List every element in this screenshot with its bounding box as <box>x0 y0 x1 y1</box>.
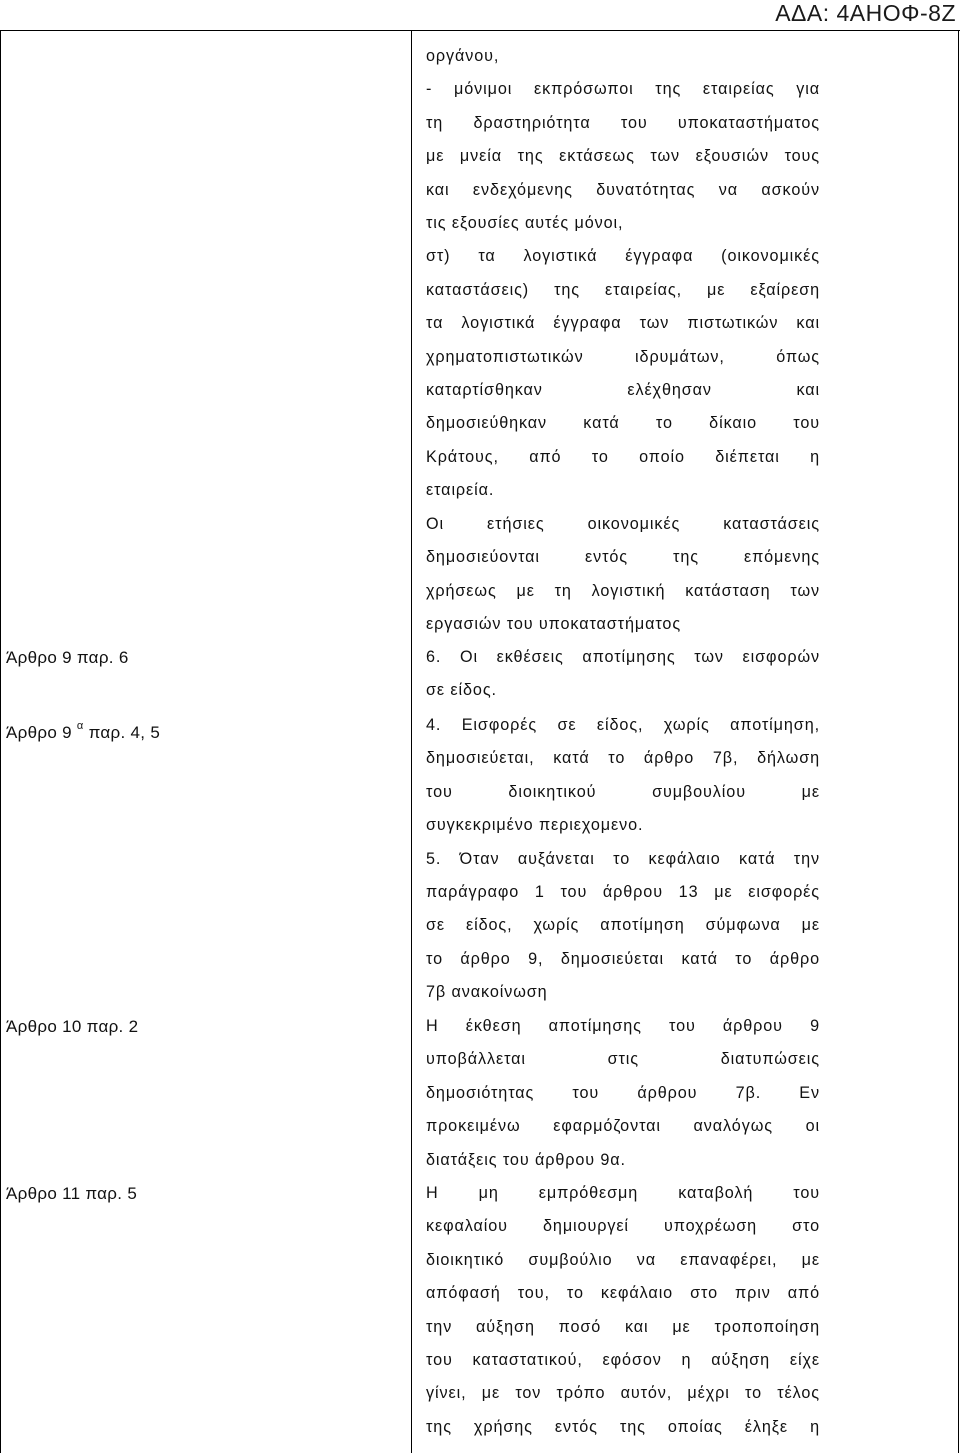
text-line: γίνει, με τον τρόπο αυτόν, μέχρι το τέλος <box>426 1384 820 1403</box>
text-line: τη δραστηριότητα του υποκαταστήματος <box>426 113 820 132</box>
article-ref-9a-4-5 <box>6 716 160 743</box>
text-line: διοικητικό συμβούλιο να επαναφέρει, με <box>426 1250 820 1269</box>
text-line: δημοσιεύθηκαν κατά το δίκαιο του <box>426 414 820 433</box>
text-line: Η έκθεση αποτίμησης του άρθρου 9 <box>426 1017 820 1035</box>
text-line: υποβάλλεται στις διατυπώσεις <box>426 1050 820 1069</box>
text-line: του διοικητικού συμβουλίου με <box>426 782 820 801</box>
text-line: συγκεκριμένο περιεχομενο. <box>426 816 644 835</box>
text-line: - μόνιμοι εκπρόσωποι της εταιρείας για <box>426 80 820 99</box>
text-line: παράγραφο 1 του άρθρου 13 με εισφορές <box>426 883 820 902</box>
text-line: Η μη εμπρόθεσμη καταβολή του <box>426 1184 820 1202</box>
text-line: του καταστατικού, εφόσον η αύξηση είχε <box>426 1351 820 1370</box>
row-text-9-6 <box>426 641 820 708</box>
ref-main: Άρθρο 9 <box>6 723 72 742</box>
text-line: 6. Οι εκθέσεις αποτίμησης των εισφορών <box>426 648 820 666</box>
text-line: 4. Εισφορές σε είδος, χωρίς αποτίμηση, <box>426 716 820 734</box>
text-line: χρήσεως με τη λογιστική κατάσταση των <box>426 581 820 600</box>
table-top-border <box>0 30 960 31</box>
text-line: απόφασή του, το κεφάλαιο στο πριν από <box>426 1284 820 1303</box>
table-right-border <box>958 30 959 1453</box>
table-column-divider <box>411 30 412 1453</box>
text-line: σε είδος. <box>426 681 497 700</box>
text-line: της χρήσης εντός της οποίας έληξε η <box>426 1417 820 1436</box>
ref-superscript: α <box>76 720 84 732</box>
text-line: το άρθρο 9, δημοσιεύεται κατά το άρθρο <box>426 949 820 968</box>
article-ref-10-2: Άρθρο 10 παρ. 2 <box>6 1017 139 1036</box>
row-text-10-2 <box>426 1010 820 1177</box>
text-line: 7β ανακοίνωση <box>426 983 548 1002</box>
text-line: διατάξεις του άρθρου 9α. <box>426 1150 626 1169</box>
row-text-continuation <box>426 40 820 641</box>
text-line: καταστάσεις) της εταιρείας, με εξαίρεση <box>426 280 820 299</box>
text-line: εργασιών του υποκαταστήματος <box>426 614 682 633</box>
text-line: χρηματοπιστωτικών ιδρυμάτων, όπως <box>426 347 820 366</box>
text-line: την αύξηση ποσό και με τροποποίηση <box>426 1317 820 1336</box>
text-line: τις εξουσίες αυτές μόνοι, <box>426 214 624 233</box>
article-ref-11-5: Άρθρο 11 παρ. 5 <box>6 1184 138 1203</box>
text-line: με μνεία της εκτάσεως των εξουσιών τους <box>426 147 820 166</box>
text-line: σε είδος, χωρίς αποτίμηση σύμφωνα με <box>426 916 820 935</box>
text-line: δημοσιεύονται εντός της επόμενης <box>426 548 820 567</box>
ref-tail: παρ. 4, 5 <box>88 723 161 742</box>
text-line: 5. Όταν αυξάνεται το κεφάλαιο κατά την <box>426 849 820 868</box>
ada-code: ΑΔΑ: 4ΑΗΟΦ-8Ζ <box>775 0 956 26</box>
table-left-border <box>0 30 1 1453</box>
text-line: Κράτους, από το οποίο διέπεται η <box>426 447 820 466</box>
text-line: οργάνου, <box>426 47 500 65</box>
text-line: εταιρεία. <box>426 481 495 500</box>
text-line: προκειμένω εφαρμόζονται αναλόγως οι <box>426 1117 820 1136</box>
row-text-9a-4-5 <box>426 709 820 1010</box>
text-line: δημοσιότητας του άρθρου 7β. Εν <box>426 1083 820 1102</box>
text-line: κεφαλαίου δημιουργεί υποχρέωση στο <box>426 1217 820 1236</box>
text-line: δημοσιεύεται, κατά το άρθρο 7β, δήλωση <box>426 749 820 768</box>
text-line: Οι ετήσιες οικονομικές καταστάσεις <box>426 514 820 533</box>
text-line: τα λογιστικά έγγραφα των πιστωτικών και <box>426 314 820 333</box>
article-ref-9-6: Άρθρο 9 παρ. 6 <box>6 648 129 667</box>
text-line: στ) τα λογιστικά έγγραφα (οικονομικές <box>426 247 820 266</box>
text-line: καταρτίσθηκαν ελέχθησαν και <box>426 381 820 400</box>
text-line: και ενδεχόμενης δυνατότητας να ασκούν <box>426 180 820 199</box>
row-text-11-5 <box>426 1177 820 1444</box>
